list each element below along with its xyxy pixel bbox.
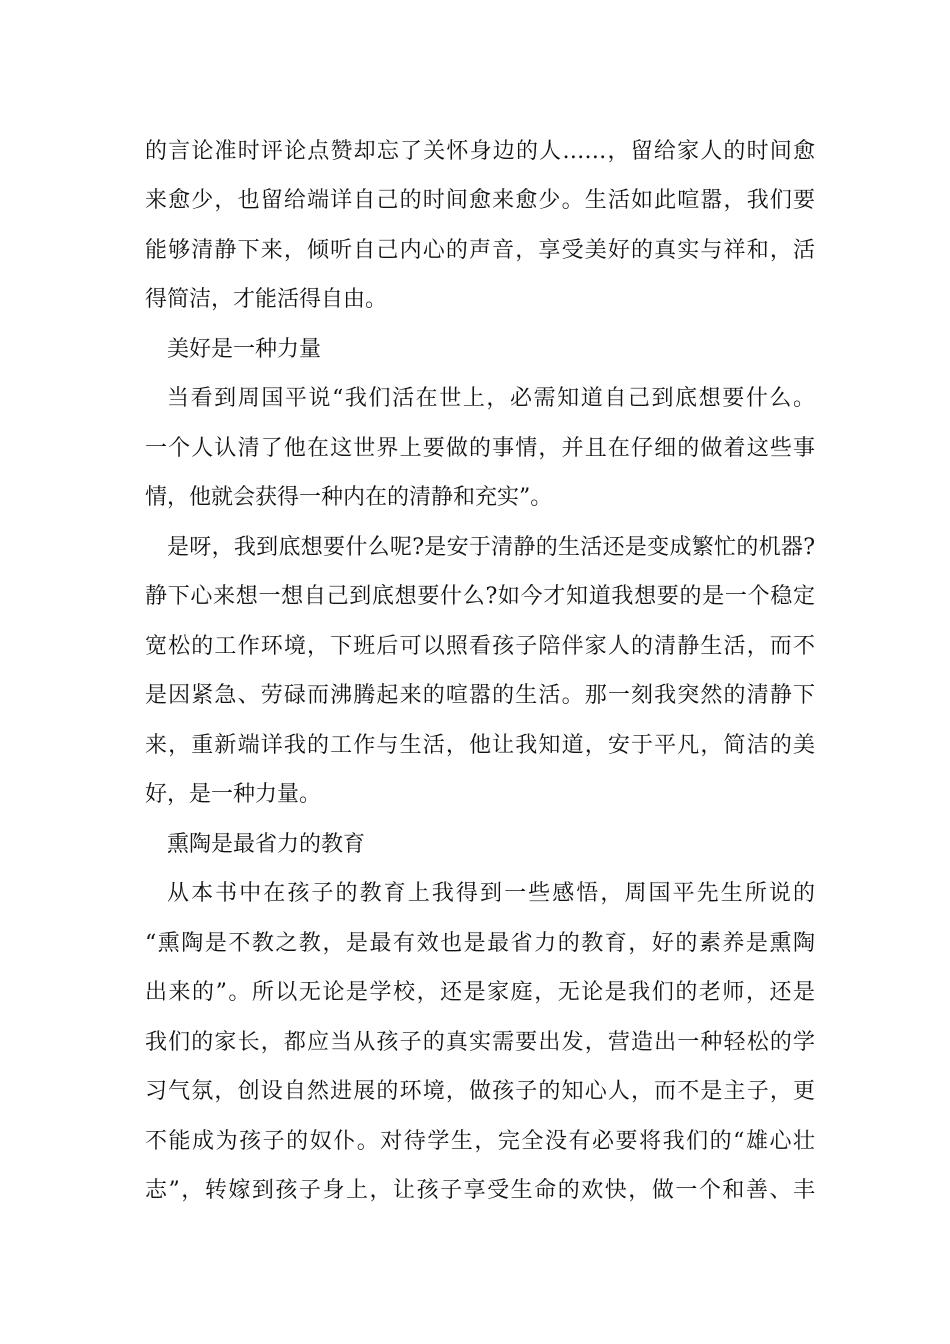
body-text-line: 是呀，我到底想要什么呢?是安于清静的生活还是变成繁忙的机器? [167, 535, 815, 560]
body-text-line: 宽松的工作环境，下班后可以照看孩子陪伴家人的清静生活，而不 [145, 634, 815, 659]
body-text-line: 来愈少，也留给端详自己的时间愈来愈少。生活如此喧嚣，我们要 [145, 188, 815, 213]
body-text-line: 习气氛，创设自然进展的环境，做孩子的知心人，而不是主子，更 [145, 1079, 815, 1104]
body-text-line: 情，他就会获得一种内在的清静和充实”。 [145, 485, 553, 510]
body-text-line: 我们的家长，都应当从孩子的真实需要出发，营造出一种轻松的学 [145, 1030, 815, 1055]
body-text-line: 从本书中在孩子的教育上我得到一些感悟，周国平先生所说的 [167, 881, 815, 906]
body-text-line: “熏陶是不教之教，是最有效也是最省力的教育，好的素养是熏陶 [145, 931, 815, 956]
section-heading: 美好是一种力量 [167, 337, 322, 362]
body-text-line: 得简洁，才能活得自由。 [145, 287, 388, 312]
body-text-line: 能够清静下来，倾听自己内心的声音，享受美好的真实与祥和，活 [145, 238, 815, 263]
body-text-line: 不能成为孩子的奴仆。对待学生，完全没有必要将我们的“雄心壮 [145, 1129, 815, 1154]
section-heading: 熏陶是最省力的教育 [167, 832, 366, 857]
body-text-line: 静下心来想一想自己到底想要什么?如今才知道我想要的是一个稳定 [145, 584, 815, 609]
body-text-line: 好，是一种力量。 [145, 782, 322, 807]
body-text-line: 志”，转嫁到孩子身上，让孩子享受生命的欢快，做一个和善、丰 [145, 1178, 815, 1203]
body-text-line: 出来的”。所以无论是学校，还是家庭，无论是我们的老师，还是 [145, 980, 815, 1005]
body-text-line: 的言论准时评论点赞却忘了关怀身边的人……，留给家人的时间愈 [145, 139, 815, 164]
body-text-line: 来，重新端详我的工作与生活，他让我知道，安于平凡，简洁的美 [145, 733, 815, 758]
body-text-line: 一个人认清了他在这世界上要做的事情，并且在仔细的做着这些事 [145, 436, 815, 461]
body-text-line: 是因紧急、劳碌而沸腾起来的喧嚣的生活。那一刻我突然的清静下 [145, 683, 815, 708]
body-text-line: 当看到周国平说“我们活在世上，必需知道自己到底想要什么。 [167, 386, 815, 411]
